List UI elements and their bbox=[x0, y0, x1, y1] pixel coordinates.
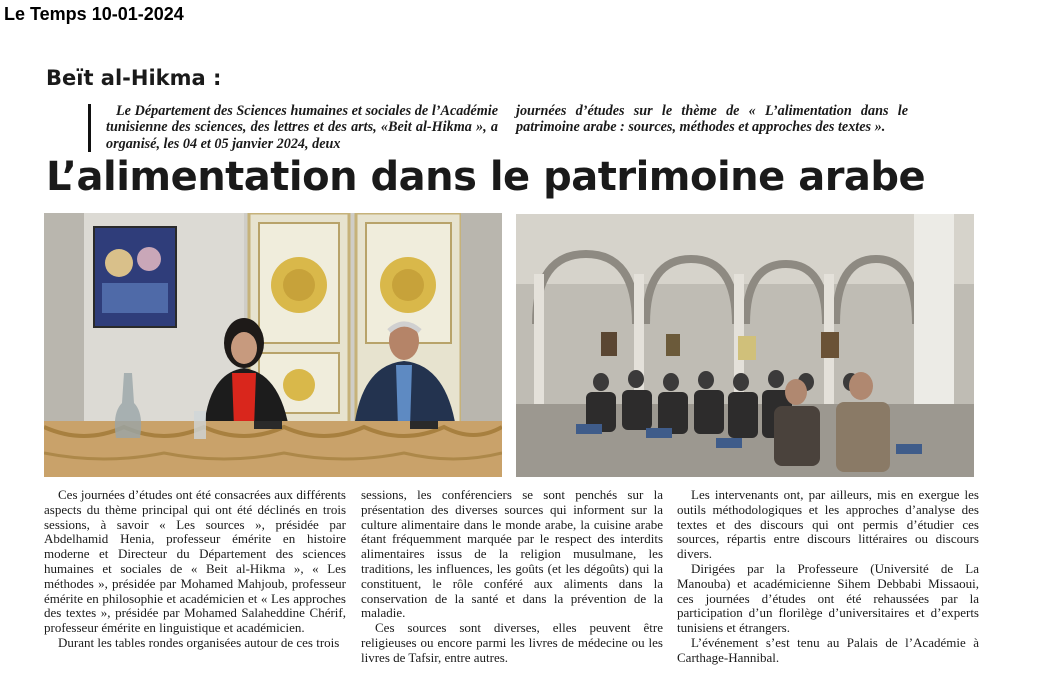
body-column-1 bbox=[44, 488, 346, 651]
body-column-3 bbox=[677, 488, 979, 666]
chapo-column-2: journées d’études sur le thème de « L’alimentation dans le patrimoine arabe : sources, méthodes et approches des textes ». bbox=[516, 103, 908, 136]
body-paragraph: Les intervenants ont, par ailleurs, mis en exergue les outils méthodologiques et les approches d’analyse des textes et des discours qui ont permis d’étudier ces sources, répartis entre discours littéraires ou discours divers. bbox=[677, 487, 979, 562]
chapo-rule bbox=[88, 104, 91, 152]
article-kicker: Beït al-Hikma : bbox=[46, 66, 222, 90]
body-paragraph: Dirigées par la Professeure (Université de La Manouba) et académicienne Sihem Debbabi Missaoui, ces journées d’études ont été rehaussées par la participation d’un florilège d’universitaires et d’experts tunisiens et étrangers. bbox=[677, 560, 979, 636]
body-paragraph: Durant les tables rondes organisées autour de ces trois bbox=[58, 634, 340, 650]
masthead: Le Temps 10-01-2024 bbox=[4, 4, 184, 24]
body-column-2 bbox=[361, 488, 663, 666]
body-paragraph: sessions, les conférenciers se sont penchés sur la présentation des diverses sources qui informent sur la culture alimentaire dans le monde arabe, la cuisine arabe étant fréquemment marquée par le respect des interdits alimentaires issus de la religion musulmane, les traditions, les influences, les goûts (et les dégoûts) qui la constituent, le rôle conféré aux aliments dans la conservation de la santé et dans la prévention de la maladie. bbox=[361, 487, 663, 621]
photo-audience-courtyard bbox=[516, 214, 974, 477]
photo-speakers-panel bbox=[44, 213, 502, 477]
body-paragraph: Ces sources sont diverses, elles peuvent être religieuses ou encore parmi les livres de médecine ou les livres de Tafsir, entre autres. bbox=[361, 620, 663, 665]
body-paragraph: Ces journées d’études ont été consacrées aux différents aspects du thème principal qui ont été déclinés en trois sessions, à savoir « Les sources », présidée par Abdelhamid Henia, professeur émérite en histoire moderne et Directeur du Département des sciences humaines et sociales de « Beit al-Hikma », « Les méthodes », présidée par Mohamed Mahjoub, professeur émérite en philosophie et académicien et « Les approches des textes », présidée par Mohamed Salaheddine Chérif, professeur émérite en linguistique et académicien. bbox=[44, 487, 346, 636]
chapo-column-1: Le Département des Sciences humaines et sociales de l’Académie tunisienne des sciences, des lettres et des arts, «Beit al-Hikma », a organisé, les 04 et 05 janvier 2024, deux bbox=[106, 103, 498, 152]
article-headline: L’alimentation dans le patrimoine arabe bbox=[46, 154, 926, 200]
body-paragraph: L’événement s’est tenu au Palais de l’Académie à Carthage-Hannibal. bbox=[677, 634, 979, 665]
